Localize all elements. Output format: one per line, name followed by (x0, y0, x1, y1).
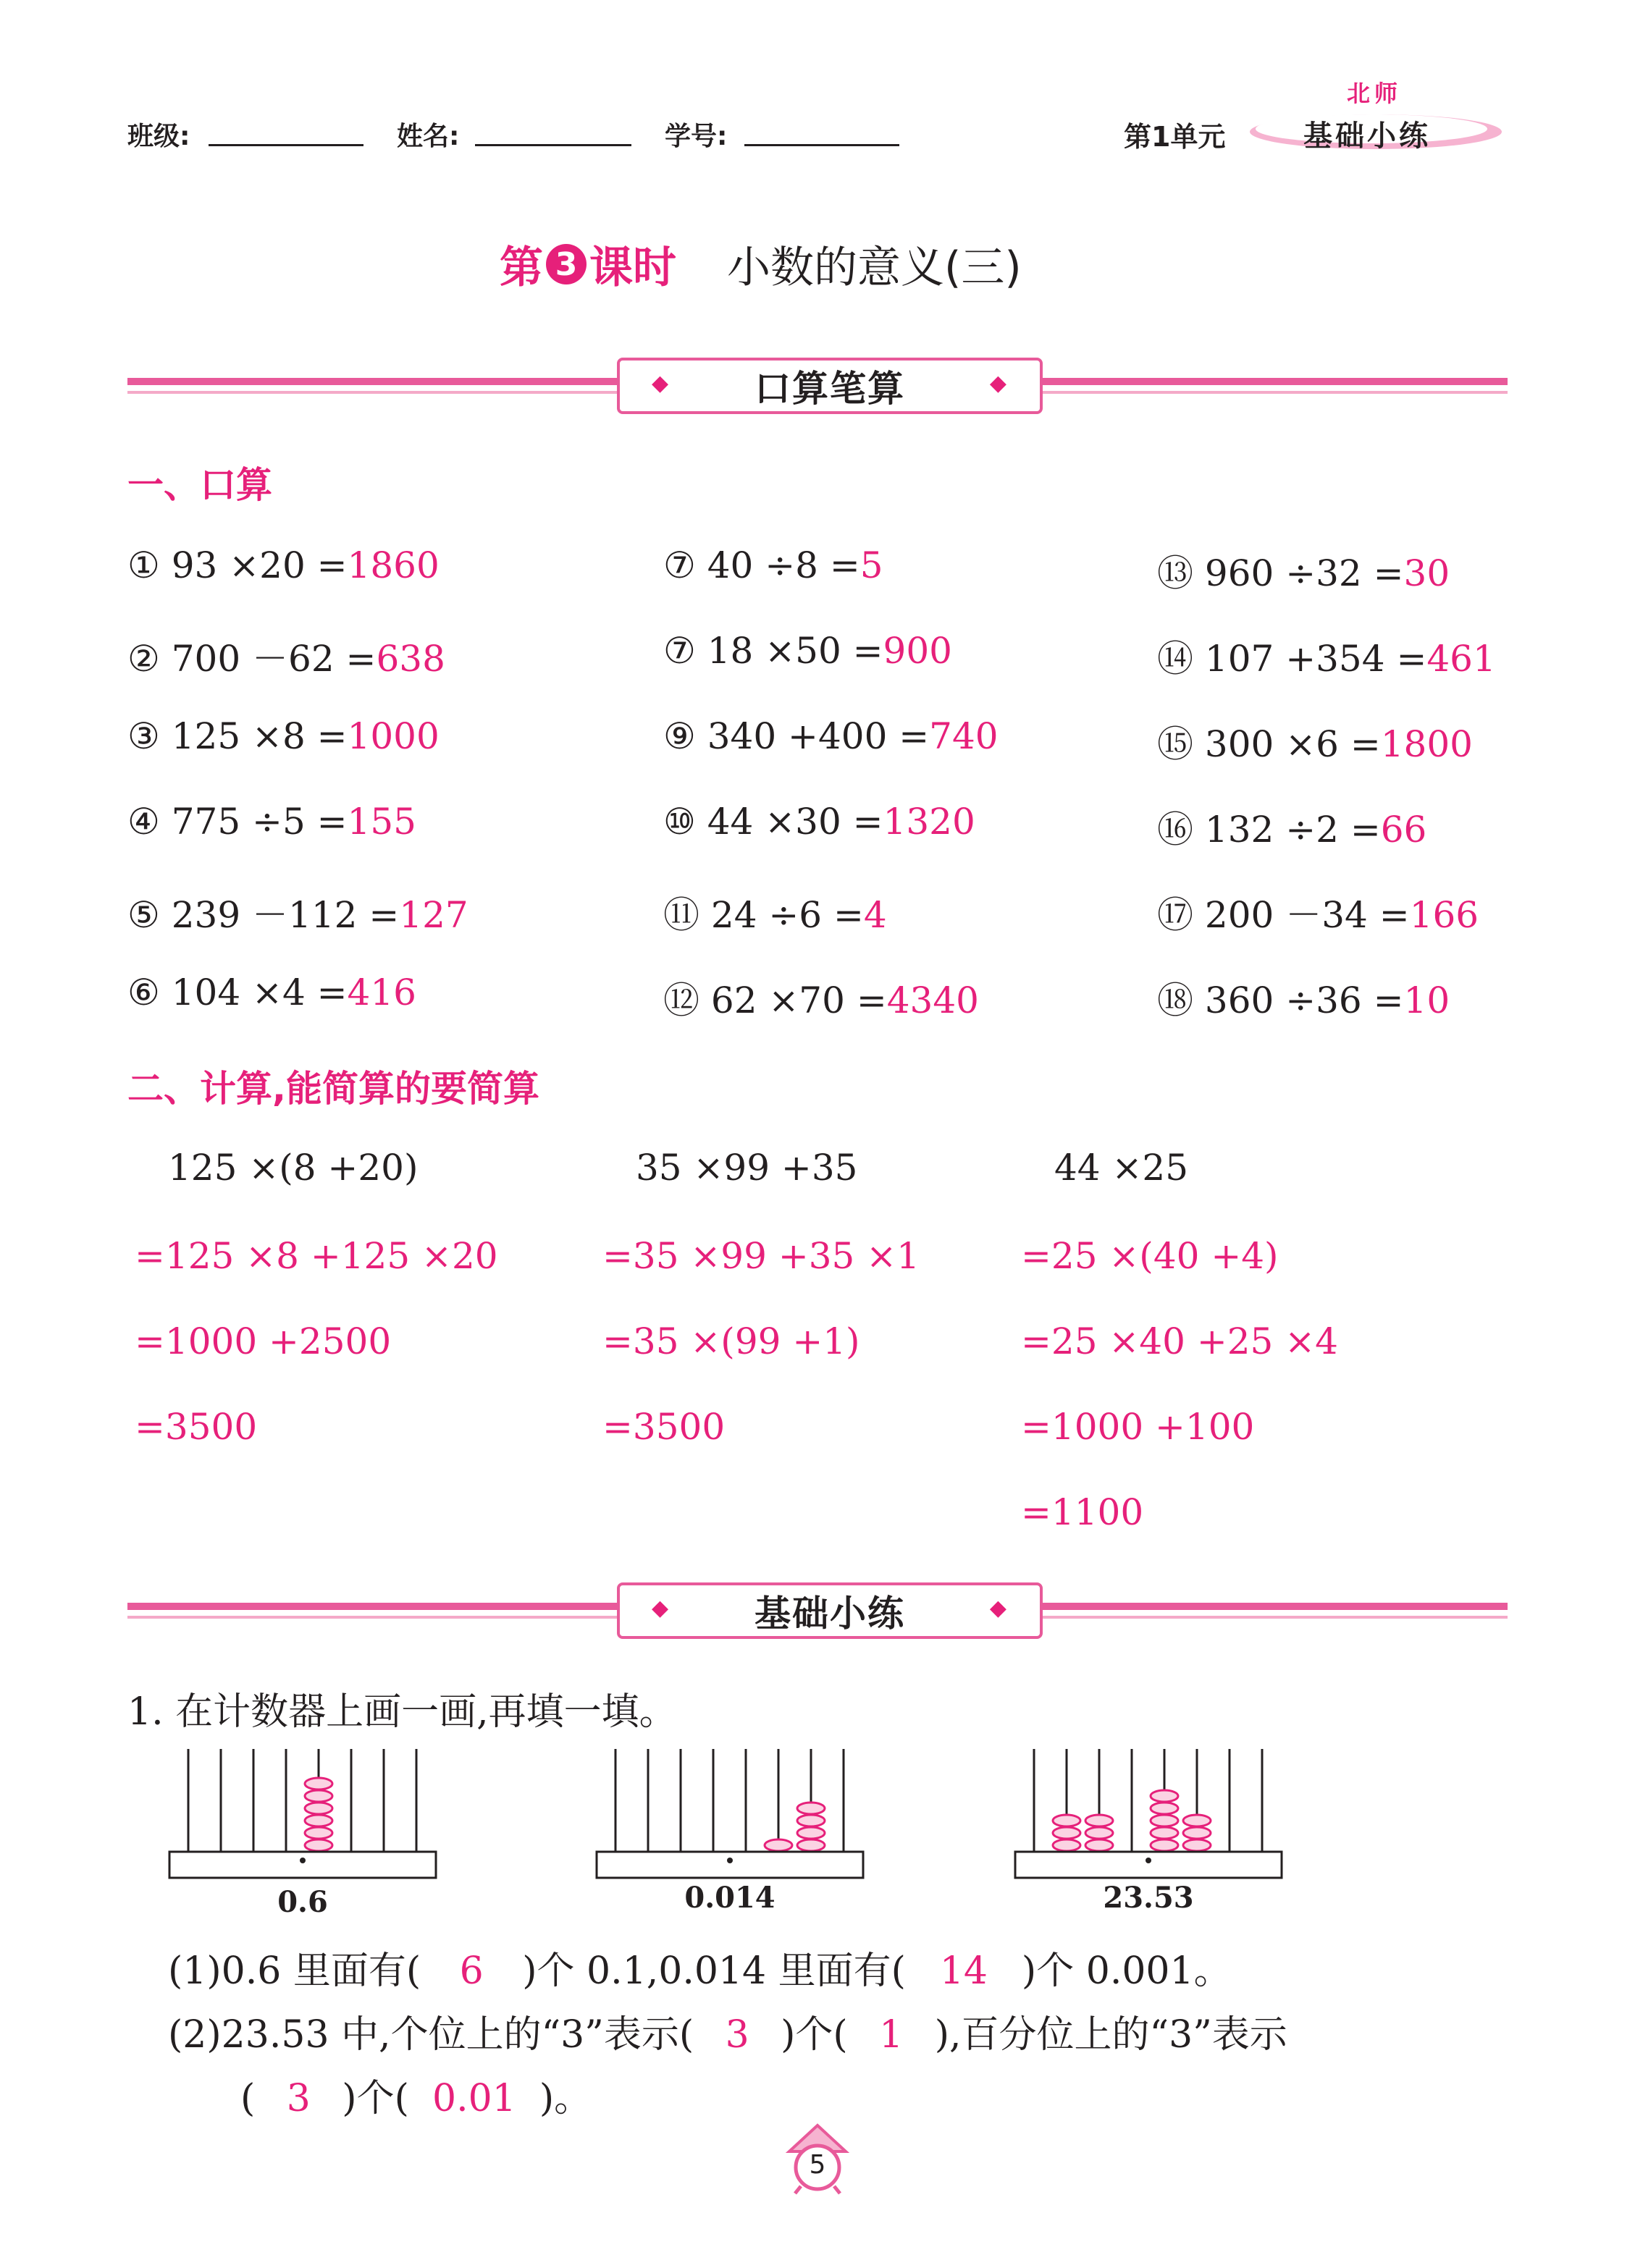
oral-item (127, 886, 468, 938)
written-step: =1000 +100 (1021, 1406, 1255, 1448)
written-step: =35 ×(99 +1) (602, 1320, 860, 1362)
answer: 66 (1380, 809, 1427, 851)
text: ( (240, 2077, 256, 2120)
abacus-bead[interactable] (797, 1815, 825, 1826)
abacus-bead[interactable] (1151, 1815, 1178, 1826)
oral-item (127, 630, 445, 682)
written-problem: 44 ×25 (1054, 1147, 1189, 1189)
oral-item (1157, 801, 1426, 853)
abacus-bead[interactable] (305, 1803, 332, 1814)
abacus-bead[interactable] (305, 1827, 332, 1839)
written-step: =25 ×(40 +4) (1021, 1235, 1279, 1277)
answer: 155 (347, 801, 416, 843)
name-blank[interactable] (475, 143, 631, 146)
oral-item (127, 971, 416, 1013)
section-banner-oral-written (617, 358, 1043, 414)
written-step: =3500 (602, 1406, 726, 1448)
abacus-bead[interactable] (1151, 1790, 1178, 1802)
lesson-title (500, 233, 1022, 295)
decimal-point (727, 1858, 733, 1863)
oral-item (663, 544, 883, 586)
answer: 638 (376, 638, 445, 680)
abacus-counter[interactable] (595, 1749, 865, 1884)
answer: 10 (1403, 979, 1450, 1021)
abacus-bead[interactable] (1151, 1839, 1178, 1851)
series-badge (1245, 107, 1506, 152)
abacus-bead[interactable] (305, 1778, 332, 1789)
question: ⑭ 107 +354 = (1157, 638, 1427, 680)
abacus-counter[interactable] (1014, 1749, 1283, 1884)
abacus-bead[interactable] (1085, 1827, 1113, 1839)
oral-item (127, 544, 440, 586)
abacus-bead[interactable] (1053, 1815, 1080, 1826)
written-step: =3500 (135, 1406, 258, 1448)
abacus-base (169, 1852, 436, 1878)
question: ⑬ 960 ÷32 = (1157, 552, 1404, 594)
oral-item (663, 630, 952, 672)
lesson-name: 小数的意义(三) (727, 243, 1022, 293)
answer: 1000 (347, 715, 440, 757)
text: )。 (539, 2077, 592, 2120)
student-id-label: 学号: (665, 122, 728, 151)
abacus-bead[interactable] (1085, 1839, 1113, 1851)
text: )个( (781, 2013, 848, 2057)
unit-label: 第1单元 (1124, 121, 1226, 153)
written-step: =1100 (1021, 1491, 1144, 1533)
written-step: =35 ×99 +35 ×1 (602, 1235, 920, 1277)
answer-blank[interactable]: 1 (879, 2013, 904, 2057)
answer-blank[interactable]: 6 (459, 1949, 484, 1993)
answer: 1860 (347, 544, 440, 586)
answer: 166 (1409, 894, 1479, 936)
question: ② 700 －62 = (127, 638, 377, 680)
abacus-bead[interactable] (1151, 1803, 1178, 1814)
abacus-counter[interactable] (168, 1749, 437, 1884)
lesson-prefix: 第 (500, 243, 543, 293)
oral-item (663, 801, 975, 843)
answer: 127 (399, 894, 468, 936)
section-banner-basic-practice (617, 1582, 1043, 1639)
q1-line-1 (168, 1940, 1232, 1994)
question: ⑥ 104 ×4 = (127, 971, 348, 1013)
question: ⑨ 340 +400 = (663, 715, 930, 757)
question-1-prompt: 1. 在计数器上画一画,再填一填。 (127, 1690, 677, 1734)
answer: 461 (1426, 638, 1496, 680)
text: )个 0.1,0.014 里面有( (522, 1949, 906, 1993)
answer: 5 (859, 544, 883, 586)
text: )个 0.001。 (1021, 1949, 1232, 1993)
oral-item (127, 801, 416, 843)
oral-item (1157, 544, 1450, 596)
page-number: 5 (809, 2150, 826, 2180)
decimal-point (1146, 1858, 1151, 1863)
class-label: 班级: (127, 122, 190, 151)
oral-item (1157, 630, 1496, 682)
name-label: 姓名: (397, 122, 460, 151)
oral-item (1157, 715, 1473, 767)
diamond-icon: ◆ (989, 371, 1008, 396)
question: ⑩ 44 ×30 = (663, 801, 883, 843)
decimal-point (300, 1858, 306, 1863)
abacus-bead[interactable] (797, 1803, 825, 1814)
written-step: =125 ×8 +125 ×20 (135, 1235, 498, 1277)
abacus-bead[interactable] (1183, 1815, 1211, 1826)
abacus-bead[interactable] (1085, 1815, 1113, 1826)
q1-line-3 (240, 2067, 592, 2122)
question: ⑦ 40 ÷8 = (663, 544, 860, 586)
answer: 1800 (1380, 723, 1473, 765)
class-blank[interactable] (209, 143, 363, 146)
question: ① 93 ×20 = (127, 544, 348, 586)
abacus-bead[interactable] (1151, 1827, 1178, 1839)
student-id-blank[interactable] (744, 143, 899, 146)
oral-item (1157, 971, 1450, 1024)
text: (1)0.6 里面有( (168, 1949, 421, 1993)
abacus-bead[interactable] (797, 1839, 825, 1851)
diamond-icon: ◆ (652, 1595, 671, 1621)
answer: 416 (347, 971, 416, 1013)
text: (2)23.53 中,个位上的“3”表示( (168, 2013, 694, 2057)
written-problem: 35 ×99 +35 (636, 1147, 858, 1189)
question: ⑯ 132 ÷2 = (1157, 809, 1381, 851)
question: ⑰ 200 －34 = (1157, 894, 1410, 936)
text: )个( (342, 2077, 409, 2120)
abacus-bead[interactable] (765, 1839, 792, 1851)
part1-title: 一、口算 (127, 464, 272, 506)
section-title: 基础小练 (755, 1593, 905, 1635)
abacus-bead[interactable] (305, 1839, 332, 1851)
abacus-bead[interactable] (305, 1815, 332, 1826)
abacus-base (597, 1852, 863, 1878)
question: ⑪ 24 ÷6 = (663, 894, 864, 936)
abacus-label: 0.014 (684, 1881, 776, 1915)
question: ⑤ 239 －112 = (127, 894, 400, 936)
question: ⑫ 62 ×70 = (663, 979, 887, 1021)
question: ⑮ 300 ×6 = (1157, 723, 1381, 765)
abacus-bead[interactable] (1183, 1839, 1211, 1851)
answer: 4340 (886, 979, 979, 1021)
oral-item (663, 886, 887, 938)
abacus-bead[interactable] (797, 1827, 825, 1839)
abacus-bead[interactable] (1183, 1827, 1211, 1839)
question: ④ 775 ÷5 = (127, 801, 348, 843)
oral-item (127, 715, 440, 757)
answer-blank[interactable]: 3 (286, 2077, 311, 2120)
diamond-icon: ◆ (652, 371, 671, 396)
lesson-number: 3 (546, 244, 587, 284)
diamond-icon: ◆ (989, 1595, 1008, 1621)
section-title: 口算笔算 (755, 368, 905, 410)
abacus-label: 0.6 (277, 1885, 328, 1919)
badge-top: 北师 (1347, 80, 1403, 107)
answer-blank[interactable]: 0.01 (432, 2077, 516, 2120)
oral-item (1157, 886, 1479, 938)
oral-item (663, 715, 999, 757)
abacus-label: 23.53 (1103, 1881, 1194, 1915)
question: ⑱ 360 ÷36 = (1157, 979, 1404, 1021)
written-step: =25 ×40 +25 ×4 (1021, 1320, 1338, 1362)
answer: 30 (1403, 552, 1450, 594)
part2-title: 二、计算,能简算的要简算 (127, 1068, 539, 1110)
badge-main: 基础小练 (1303, 119, 1431, 153)
abacus-bead[interactable] (305, 1790, 332, 1802)
q1-line-2 (168, 2004, 1287, 2058)
question: ⑦ 18 ×50 = (663, 630, 883, 672)
answer-blank[interactable]: 14 (939, 1949, 988, 1993)
abacus-bead[interactable] (1053, 1839, 1080, 1851)
abacus-bead[interactable] (1053, 1827, 1080, 1839)
text: ),百分位上的“3”表示 (934, 2013, 1287, 2057)
lesson-suffix: 课时 (589, 243, 676, 293)
written-problem: 125 ×(8 +20) (168, 1147, 419, 1189)
page-number-badge (785, 2122, 850, 2195)
answer: 740 (929, 715, 999, 757)
answer: 900 (883, 630, 952, 672)
oral-item (663, 971, 979, 1024)
question: ③ 125 ×8 = (127, 715, 348, 757)
written-step: =1000 +2500 (135, 1320, 392, 1362)
answer: 4 (863, 894, 887, 936)
answer: 1320 (883, 801, 975, 843)
answer-blank[interactable]: 3 (725, 2013, 749, 2057)
abacus-base (1015, 1852, 1282, 1878)
